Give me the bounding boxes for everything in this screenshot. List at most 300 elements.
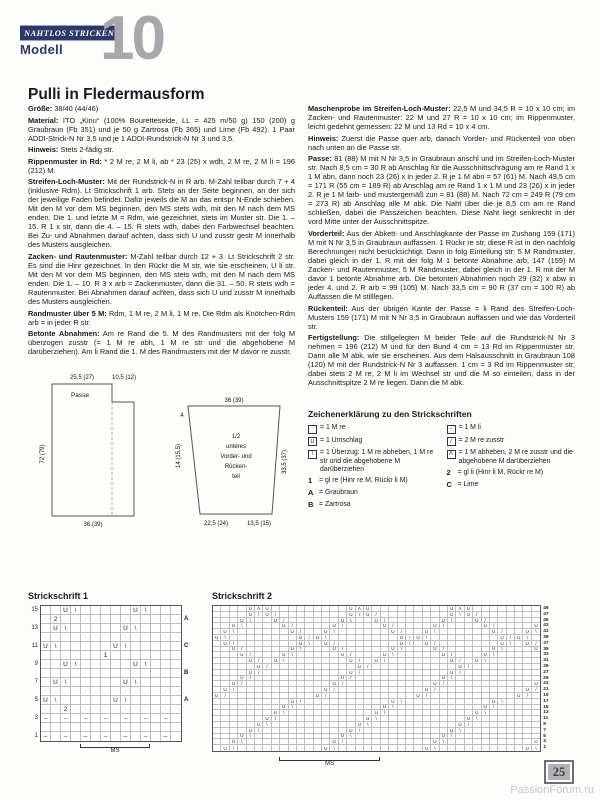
- row-label: 15: [543, 704, 549, 710]
- chart-cell: \: [51, 642, 61, 651]
- model-label: Modell: [20, 42, 63, 57]
- chart-cell: U: [532, 647, 540, 653]
- chart-cell: U: [330, 739, 338, 745]
- chart-cell: U: [448, 606, 456, 612]
- chart-row: [41, 633, 181, 642]
- chart1-grid-area: [28, 605, 194, 755]
- chart-cell: [141, 615, 151, 624]
- chart-cell: [151, 669, 161, 678]
- chart-cell: U: [121, 678, 131, 687]
- chart-cell: [456, 745, 464, 751]
- chart-cell: U: [347, 606, 355, 612]
- row-label: 13: [543, 710, 549, 716]
- chart-cell: /: [297, 629, 305, 635]
- paragraph: [28, 177, 295, 249]
- piece-label-line: Vorder- und: [220, 454, 252, 461]
- paragraph: [28, 252, 295, 306]
- chart-cell: [51, 660, 61, 669]
- chart-cell: /: [448, 652, 456, 658]
- chart-cell: U: [297, 641, 305, 647]
- chart-cell: [515, 745, 523, 751]
- chart-cell: [121, 669, 131, 678]
- chart-cell: [71, 687, 81, 696]
- chart-cell: [151, 633, 161, 642]
- chart-cell: \: [440, 739, 448, 745]
- chart-cell: [81, 606, 91, 615]
- chart-cell: [61, 615, 71, 624]
- chart-cell: [121, 687, 131, 696]
- chart-mid: [40, 605, 182, 755]
- chart-cell: U: [364, 716, 372, 722]
- chart-cell: \: [221, 635, 229, 641]
- chart-cell: [111, 624, 121, 633]
- piece-label-line: Rücken-: [224, 464, 248, 471]
- chart-cell: U: [515, 693, 523, 699]
- chart-cell: /: [330, 687, 338, 693]
- chart-cell: [81, 705, 91, 714]
- paragraph: [28, 309, 295, 327]
- chart-cell: [41, 606, 51, 615]
- chart-cell: [51, 732, 61, 741]
- row-label: 37: [543, 640, 549, 646]
- chart-cell: /: [507, 635, 515, 641]
- legend-item: [308, 424, 437, 434]
- paragraph-label: Maschenprobe im Streifen-Loch-Muster:: [308, 104, 451, 113]
- row-label: [182, 651, 194, 660]
- chart-cell: U: [289, 699, 297, 705]
- chart-cell: [81, 651, 91, 660]
- chart-cell: [263, 745, 271, 751]
- chart-cell: U: [389, 647, 397, 653]
- chart-cell: [71, 705, 81, 714]
- chart-cell: U: [473, 618, 481, 624]
- chart-cell: 1: [101, 651, 111, 660]
- chart-cell: U: [456, 722, 464, 728]
- chart-cell: [247, 745, 255, 751]
- legend-text: = 2 M re zusstr: [458, 436, 505, 444]
- chart-cell: U: [322, 745, 330, 751]
- chart-cell: \: [297, 647, 305, 653]
- chart-cell: \: [431, 745, 439, 751]
- chart-cell: –: [81, 732, 91, 741]
- chart-cell: [289, 745, 297, 751]
- row-label: 33: [543, 652, 549, 658]
- chart-cell: [81, 687, 91, 696]
- chart-cell: /: [255, 670, 263, 676]
- chart-cell: U: [490, 699, 498, 705]
- chart-grid: [40, 605, 182, 742]
- chart-cell: /: [440, 647, 448, 653]
- chart-cell: U: [230, 647, 238, 653]
- chart-row: [41, 642, 181, 651]
- legend-text: = gl re (Hinr re M, Rückr li M): [319, 476, 408, 484]
- legend-symbol: 1: [308, 475, 313, 485]
- chart-cell: [131, 714, 141, 723]
- ms-label: MS: [110, 748, 120, 754]
- chart-cell: \: [364, 722, 372, 728]
- chart-cell: [111, 732, 121, 741]
- row-label: [182, 723, 194, 732]
- chart-cell: U: [272, 710, 280, 716]
- legend-symbol: [308, 425, 317, 434]
- chart-row: [41, 624, 181, 633]
- chart-cell: –: [61, 732, 71, 741]
- chart-cell: [465, 745, 473, 751]
- chart-cell: [61, 633, 71, 642]
- chart-cell: \: [280, 710, 288, 716]
- paragraph-text: Am re Rand die 5. M des Randmusters mit der folg M überzogen zusstr (= 1 M re abh, 1 M re str und die abgehobene M darüberziehen). Am li Rand die 1. M des Randmusters mit der M davor re zusstr.: [28, 329, 296, 357]
- chart-cell: [91, 642, 101, 651]
- chart-cell: [482, 745, 490, 751]
- chart-cell: U: [482, 652, 490, 658]
- paragraph: [308, 154, 575, 226]
- chart-cell: [81, 624, 91, 633]
- legend-symbol: C: [446, 479, 452, 489]
- row-labels: [541, 605, 553, 751]
- legend-text: = Lime: [457, 480, 479, 488]
- chart-cell: U: [51, 624, 61, 633]
- chart-cell: U: [347, 658, 355, 664]
- chart-cell: [41, 687, 51, 696]
- chart-cell: U: [221, 745, 229, 751]
- chart-cell: \: [255, 612, 263, 618]
- chart-cell: \: [131, 678, 141, 687]
- chart-cell: [171, 624, 181, 633]
- chart-cell: \: [330, 745, 338, 751]
- chart-cell: [141, 633, 151, 642]
- chart-row: [41, 669, 181, 678]
- schematic-drawing: [30, 370, 292, 530]
- watermark: PassionForum.ru: [510, 784, 594, 796]
- chart-cell: [161, 678, 171, 687]
- chart-cell: [171, 696, 181, 705]
- legend-item: [308, 449, 437, 473]
- paragraph-text: Aus der übrigen Kante der Passe = li Rand des Streifen-Loch-Musters 159 (171) M mit N Nr 3,5 in Graubraun auffassen und wie das Vorderteil str.: [308, 303, 575, 331]
- chart-cell: U: [356, 722, 364, 728]
- chart-cell: U: [263, 716, 271, 722]
- chart-cell: [121, 651, 131, 660]
- chart-cell: [498, 745, 506, 751]
- chart-cell: [448, 745, 456, 751]
- chart-cell: \: [490, 652, 498, 658]
- chart-cell: U: [330, 623, 338, 629]
- legend-item: [308, 437, 437, 447]
- row-number: [28, 723, 40, 732]
- chart-cell: U: [322, 629, 330, 635]
- chart-cell: U: [456, 664, 464, 670]
- chart-cell: /: [263, 664, 271, 670]
- row-label: B: [184, 670, 189, 676]
- chart-cell: U: [398, 635, 406, 641]
- dim-piece-top: 36 (39): [224, 398, 244, 405]
- chart-cell: [171, 606, 181, 615]
- chart-cell: U: [289, 629, 297, 635]
- chart-cell: \: [440, 623, 448, 629]
- chart-cell: /: [456, 670, 464, 676]
- chart-cell: U: [498, 641, 506, 647]
- paragraph-text: Zuerst die Passe quer arb, danach Vorder- und Rückenteil von oben nach unten an die Passe str.: [308, 133, 575, 152]
- row-label: [182, 633, 194, 642]
- chart-cell: [151, 606, 161, 615]
- chart-cell: \: [330, 629, 338, 635]
- model-number: 10: [100, 4, 163, 73]
- chart-cell: \: [482, 710, 490, 716]
- chart-row: [41, 723, 181, 732]
- right-paragraphs: [308, 104, 575, 387]
- chart-cell: [161, 624, 171, 633]
- chart-cell: U: [523, 687, 531, 693]
- chart-cell: U: [381, 652, 389, 658]
- chart-cell: [151, 651, 161, 660]
- chart-cell: [111, 660, 121, 669]
- chart-cell: [171, 660, 181, 669]
- paragraph: [28, 104, 295, 113]
- chart-cell: –: [41, 732, 51, 741]
- chart-cell: –: [81, 714, 91, 723]
- chart-cell: [91, 660, 101, 669]
- paragraph-text: 38/40 (44/46): [52, 104, 99, 113]
- chart-cell: \: [448, 734, 456, 740]
- chart-cell: [71, 633, 81, 642]
- chart-cell: –: [141, 714, 151, 723]
- row-label: [182, 606, 194, 615]
- chart-cell: /: [230, 687, 238, 693]
- chart-row: [41, 714, 181, 723]
- chart-cell: U: [347, 612, 355, 618]
- chart-cell: U: [297, 635, 305, 641]
- row-number: [28, 669, 40, 678]
- chart-cell: [131, 705, 141, 714]
- chart-cell: [171, 732, 181, 741]
- legend-item: [447, 469, 576, 478]
- legend-symbol: Λ: [447, 450, 456, 459]
- row-number: [28, 687, 40, 696]
- chart-cell: [101, 642, 111, 651]
- chart-cell: U: [532, 681, 540, 687]
- row-label: 1: [543, 745, 546, 751]
- chart-cell: /: [389, 623, 397, 629]
- chart-cell: [151, 714, 161, 723]
- chart-cell: [161, 651, 171, 660]
- chart-cell: [131, 696, 141, 705]
- chart-cell: /: [398, 629, 406, 635]
- chart-cell: [71, 669, 81, 678]
- chart-cell: [41, 633, 51, 642]
- chart-cell: [51, 687, 61, 696]
- legend-column-1: [308, 424, 437, 512]
- chart-cell: [238, 745, 246, 751]
- chart-cell: U: [490, 647, 498, 653]
- chart-cell: U: [473, 658, 481, 664]
- chart-cell: /: [356, 670, 364, 676]
- chart-row: [41, 696, 181, 705]
- row-label: 39: [543, 634, 549, 640]
- chart-cell: [171, 669, 181, 678]
- chart-cell: [41, 624, 51, 633]
- chart-cell: U: [431, 681, 439, 687]
- chart-cell: \: [71, 606, 81, 615]
- chart-cell: \: [263, 722, 271, 728]
- paragraph: [28, 116, 295, 143]
- chart-cell: [161, 687, 171, 696]
- chart-cell: [151, 660, 161, 669]
- chart-cell: \: [456, 728, 464, 734]
- series-banner: NAHTLOS STRICKEN: [20, 25, 121, 41]
- chart-cell: /: [532, 641, 540, 647]
- chart-cell: \: [507, 641, 515, 647]
- chart-cell: \: [131, 624, 141, 633]
- chart-cell: U: [230, 681, 238, 687]
- chart-cell: [141, 651, 151, 660]
- chart-cell: [111, 678, 121, 687]
- row-label: [182, 687, 194, 696]
- dim-passe-left: 72 (79): [40, 444, 46, 464]
- legend: [308, 409, 575, 512]
- chart-cell: [131, 687, 141, 696]
- chart-cell: [41, 705, 51, 714]
- row-label: 19: [543, 692, 549, 698]
- legend-text: = gl li (Hinr li M, Rückr re M): [457, 468, 544, 476]
- chart-cell: U: [389, 699, 397, 705]
- chart-cell: [41, 723, 51, 732]
- chart-cell: [111, 687, 121, 696]
- chart-cell: /: [423, 693, 431, 699]
- chart-cell: [111, 606, 121, 615]
- strickschrift-1: [28, 591, 194, 768]
- row-label: 45: [543, 617, 549, 623]
- paragraph: [308, 229, 575, 301]
- chart-cell: \: [141, 606, 151, 615]
- chart-row: [41, 687, 181, 696]
- paragraph-label: Rippenmuster in Rd:: [28, 156, 102, 166]
- paragraph: [28, 157, 295, 175]
- chart-cell: \: [297, 699, 305, 705]
- chart-cell: [406, 745, 414, 751]
- chart-cell: \: [482, 658, 490, 664]
- legend-item: [447, 481, 576, 490]
- chart-cell: U: [440, 652, 448, 658]
- legend-item: [447, 424, 576, 434]
- chart-cell: [347, 745, 355, 751]
- legend-text: = 1 Umschlag: [320, 436, 363, 444]
- chart-cell: /: [238, 647, 246, 653]
- chart-cell: \: [61, 678, 71, 687]
- chart-cell: /: [339, 681, 347, 687]
- chart-cell: [91, 624, 101, 633]
- chart-cell: [51, 705, 61, 714]
- paragraph-label: Rückenteil:: [308, 303, 348, 313]
- chart-cell: [51, 651, 61, 660]
- chart-cell: [41, 651, 51, 660]
- chart-cell: U: [255, 664, 263, 670]
- chart-cell: /: [498, 629, 506, 635]
- chart-cell: \: [498, 647, 506, 653]
- chart-cell: [161, 642, 171, 651]
- chart-cell: Λ: [456, 606, 464, 612]
- chart-cell: [151, 687, 161, 696]
- chart-cell: [51, 633, 61, 642]
- chart-cell: [151, 705, 161, 714]
- chart-cell: \: [280, 658, 288, 664]
- chart-cell: \: [398, 647, 406, 653]
- row-label: 23: [543, 681, 549, 687]
- chart-cell: U: [330, 681, 338, 687]
- chart-cell: /: [532, 687, 540, 693]
- chart-cell: U: [414, 693, 422, 699]
- row-number: 3: [34, 715, 38, 721]
- chart-cell: [356, 745, 364, 751]
- passe-shape: [52, 384, 134, 516]
- chart-cell: U: [448, 658, 456, 664]
- chart-cell: /: [381, 618, 389, 624]
- chart-cell: [91, 606, 101, 615]
- chart-cell: [171, 705, 181, 714]
- legend-symbol: –: [447, 425, 456, 434]
- chart-cell: –: [141, 732, 151, 741]
- chart-cell: U: [131, 606, 141, 615]
- row-label: 35: [543, 646, 549, 652]
- legend-item: [447, 449, 576, 465]
- row-label: 43: [543, 623, 549, 629]
- chart-cell: \: [322, 635, 330, 641]
- chart-cell: [111, 723, 121, 732]
- chart-cell: [171, 723, 181, 732]
- chart-cell: U: [532, 623, 540, 629]
- page-number-box: 25: [544, 760, 574, 784]
- chart-cell: U: [280, 652, 288, 658]
- chart-cell: U: [482, 623, 490, 629]
- chart-cell: \: [238, 623, 246, 629]
- chart-cell: [101, 723, 111, 732]
- chart-cell: U: [372, 658, 380, 664]
- row-number: [28, 651, 40, 660]
- chart-cell: \: [523, 635, 531, 641]
- chart-cell: /: [440, 681, 448, 687]
- chart-cell: [490, 745, 498, 751]
- chart-cell: \: [289, 652, 297, 658]
- chart-cell: /: [406, 635, 414, 641]
- chart-cell: [41, 678, 51, 687]
- chart-cell: /: [448, 676, 456, 682]
- chart-cell: [131, 669, 141, 678]
- ms-bracket: [80, 744, 150, 755]
- chart2-grid-area: [212, 605, 553, 768]
- dim-piece-left-b: 14 (15,5): [176, 444, 182, 469]
- row-label: [182, 660, 194, 669]
- paragraph-text: Stets 2-fädig str.: [58, 145, 114, 155]
- chart-cell: [81, 678, 91, 687]
- legend-text: = Graubraun: [319, 488, 358, 496]
- chart-cell: U: [314, 693, 322, 699]
- chart-cell: [91, 678, 101, 687]
- chart-cell: U: [398, 641, 406, 647]
- chart-cell: [339, 745, 347, 751]
- chart-cell: [71, 732, 81, 741]
- chart-cell: /: [523, 693, 531, 699]
- chart-cell: U: [51, 678, 61, 687]
- schematic: [30, 370, 295, 535]
- chart-cell: \: [535, 745, 537, 751]
- chart-cell: U: [247, 658, 255, 664]
- chart-cell: [389, 745, 397, 751]
- row-label: 31: [543, 658, 549, 664]
- chart-cell: [314, 745, 322, 751]
- row-label: A: [184, 616, 189, 622]
- right-column: [308, 104, 575, 535]
- chart-cell: /: [280, 618, 288, 624]
- chart-cell: U: [356, 664, 364, 670]
- chart-cell: [61, 669, 71, 678]
